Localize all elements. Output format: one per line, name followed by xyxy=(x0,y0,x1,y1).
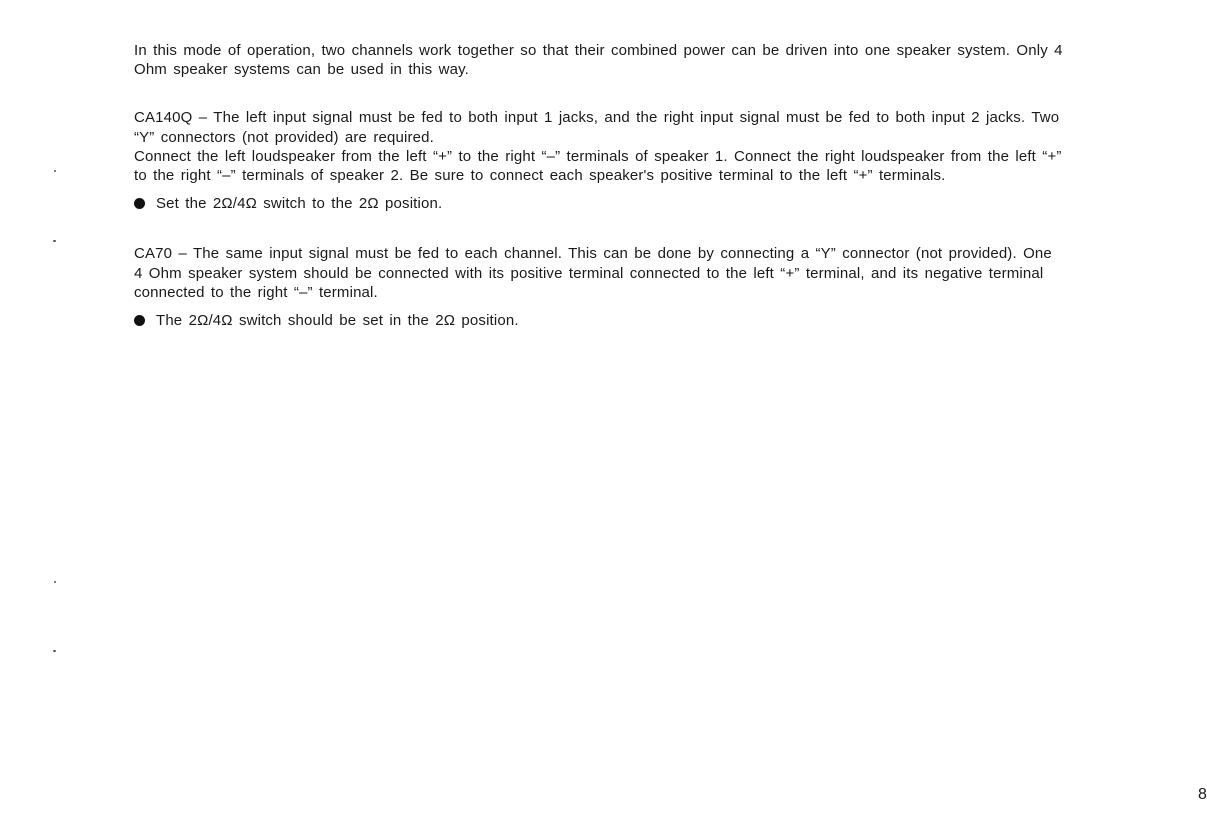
ca140q-line-2: “Y” connectors (not provided) are required. xyxy=(134,128,434,146)
ca140q-bullet-text: Set the 2Ω/4Ω switch to the 2Ω position. xyxy=(156,195,443,213)
ca140q-line-4: to the right “–” terminals of speaker 2. Be sure to connect each speaker's positive terminal to the left “+” terminals. xyxy=(134,167,946,185)
ca140q-bullet-item xyxy=(134,194,1160,213)
intro-line-1: In this mode of operation, two channels work together so that their combined power can be driven into one speaker system. Only 4 xyxy=(134,42,1063,59)
ca70-paragraph xyxy=(134,244,1160,302)
ca140q-line-1: CA140Q – The left input signal must be fed to both input 1 jacks, and the right input signal must be fed to both input 2 jacks. Two xyxy=(134,109,1060,127)
document-body xyxy=(134,41,1160,330)
scan-speck xyxy=(54,170,56,172)
ca140q-paragraph xyxy=(134,108,1160,185)
ca70-line-1: CA70 – The same input signal must be fed to each channel. This can be done by connecting a “Y” connector (not provided). One xyxy=(134,245,1052,263)
intro-line-2: Ohm speaker systems can be used in this way. xyxy=(134,61,469,79)
ca70-bullet-text: The 2Ω/4Ω switch should be set in the 2Ω position. xyxy=(156,312,519,330)
scan-speck xyxy=(54,581,56,583)
bullet-icon xyxy=(134,198,145,209)
ca70-line-2: 4 Ohm speaker system should be connected with its positive terminal connected to the left “+” terminal, and its negative terminal xyxy=(134,264,1044,282)
intro-paragraph xyxy=(134,41,1160,79)
ca70-bullet-item xyxy=(134,311,1160,330)
ca140q-line-3: Connect the left loudspeaker from the left “+” to the right “–” terminals of speaker 1. Connect the right loudspeaker from the left “+” xyxy=(134,147,1062,165)
page-number: 8 xyxy=(1198,786,1207,803)
scan-speck xyxy=(53,240,56,242)
ca70-line-3: connected to the right “–” terminal. xyxy=(134,283,378,301)
bullet-icon xyxy=(134,315,145,326)
scan-speck xyxy=(53,650,56,652)
